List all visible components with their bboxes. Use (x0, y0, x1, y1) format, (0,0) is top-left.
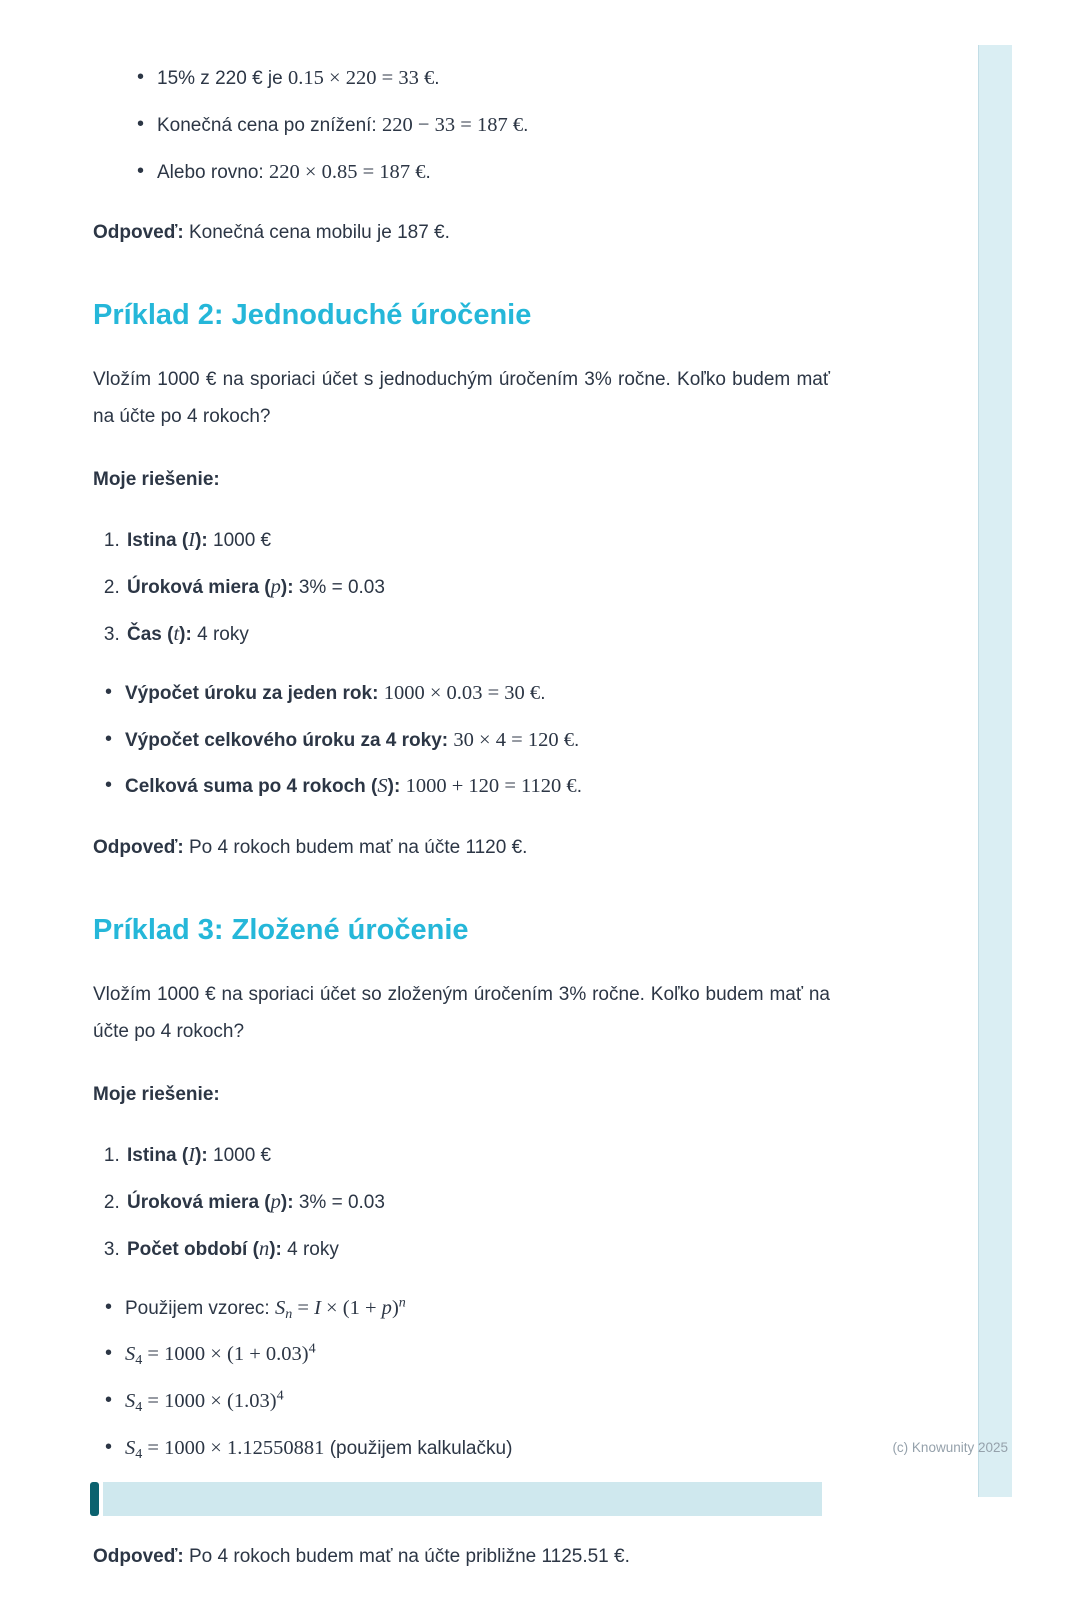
quote-block-start (90, 1482, 832, 1516)
text-segment: p (270, 1190, 281, 1213)
text-segment: Odpoveď: (93, 1545, 184, 1567)
paragraph (93, 1076, 830, 1113)
document-content (93, 36, 830, 1601)
list-item (125, 724, 830, 757)
text-segment: 4 (135, 1352, 143, 1369)
text-segment: . (576, 776, 582, 798)
list-item (125, 1233, 830, 1266)
bullet-list (93, 677, 830, 803)
text-segment: 15% z 220 € je (157, 68, 288, 89)
list-item (157, 62, 830, 95)
list-item (125, 1186, 830, 1219)
text-segment: Vložím 1000 € na sporiaci účet so zloženým úročením 3% ročne. Koľko budem mať na účte po 4 rokoch? (93, 983, 830, 1042)
text-segment: 4 roky (281, 1238, 339, 1260)
list-item (125, 1139, 830, 1172)
text-segment: . (523, 114, 529, 136)
scrollbar-track[interactable] (978, 45, 1012, 1497)
text-segment: p (381, 1296, 392, 1319)
text-segment: (použijem kalkulačku) (324, 1437, 513, 1459)
text-segment: Konečná cena po znížení: (157, 114, 382, 136)
text-segment: 4 (135, 1445, 143, 1462)
text-segment: n (285, 1305, 293, 1322)
text-segment: 220 − 33 = 187 € (382, 113, 524, 136)
text-segment: 220 × 0.85 = 187 € (268, 160, 426, 183)
text-segment: . (540, 682, 546, 704)
text-segment: I (188, 529, 196, 552)
paragraph (93, 976, 830, 1050)
text-segment: = 1000 × (1 + 0.03) (142, 1343, 309, 1366)
text-segment: ): (269, 1238, 282, 1260)
list-item (125, 770, 830, 803)
text-segment: 1000 € (207, 1145, 272, 1167)
text-segment: 30 × 4 = 120 € (453, 728, 574, 751)
text-segment: 4 (308, 1340, 316, 1357)
list-item (157, 109, 830, 142)
bullet-list (93, 1292, 830, 1512)
text-segment: Po 4 rokoch budem mať na účte 1120 €. (183, 837, 528, 859)
text-segment: S (125, 1390, 136, 1413)
text-segment: ): (179, 623, 192, 645)
text-segment: Čas ( (127, 623, 174, 645)
text-segment: Úroková miera ( (127, 1191, 271, 1213)
text-segment: Výpočet celkového úroku za 4 roky: (125, 729, 449, 751)
text-segment: ): (387, 776, 401, 798)
text-segment: n (398, 1293, 406, 1310)
text-segment: Výpočet úroku za jeden rok: (125, 682, 379, 704)
text-segment: 4 roky (191, 623, 249, 645)
numbered-list (93, 524, 830, 650)
text-segment: Vložím 1000 € na sporiaci účet s jednoduchým úročením 3% ročne. Koľko budem mať na účte po 4 rokoch? (93, 369, 830, 428)
list-item (125, 1432, 830, 1465)
list-item (125, 677, 830, 710)
text-segment: Odpoveď: (93, 837, 184, 859)
text-segment: Počet období ( (127, 1238, 259, 1260)
text-segment: Istina ( (127, 1145, 189, 1167)
list-item (125, 618, 830, 651)
text-segment: × (1 + (320, 1296, 382, 1319)
text-segment: p (270, 576, 281, 599)
paragraph (93, 361, 830, 435)
paragraph (93, 1538, 830, 1575)
list-item (125, 571, 830, 604)
text-segment: ): (280, 577, 294, 599)
text-segment: ): (195, 530, 208, 552)
text-segment: Moje riešenie: (93, 469, 220, 491)
quote-background-bar (103, 1482, 822, 1516)
paragraph (93, 461, 830, 498)
text-segment: ): (195, 1145, 208, 1167)
text-segment: Celková suma po 4 rokoch ( (125, 776, 378, 798)
text-segment: S (125, 1436, 136, 1459)
text-segment: . (434, 68, 440, 89)
section-heading: Príklad 3: Zložené úročenie (93, 914, 469, 947)
paragraph (93, 829, 830, 866)
text-segment: ): (280, 1191, 294, 1213)
text-segment: = 1000 × (1.03) (142, 1390, 277, 1413)
text-segment: Odpoveď: (93, 222, 184, 244)
text-segment: t (173, 622, 180, 645)
text-segment: . (425, 161, 431, 183)
text-segment: S (125, 1343, 136, 1366)
text-segment: 3% = 0.03 (293, 1191, 385, 1213)
footer-credit: (c) Knowunity 2025 (892, 1440, 1008, 1455)
quote-accent-bar (90, 1482, 99, 1516)
text-segment: 1000 € (207, 530, 272, 552)
text-segment: = 1000 × 1.12550881 (142, 1436, 325, 1459)
text-segment: Moje riešenie: (93, 1084, 220, 1106)
text-segment: n (258, 1237, 270, 1260)
list-item (125, 1292, 830, 1325)
text-segment: 4 (135, 1399, 143, 1416)
paragraph (93, 214, 830, 251)
list-item (125, 1385, 830, 1418)
text-segment: 0.15 × 220 = 33 € (287, 67, 435, 89)
section-heading: Príklad 2: Jednoduché úročenie (93, 299, 532, 332)
text-segment: Po 4 rokoch budem mať na účte približne 1125.51 €. (183, 1545, 630, 1567)
list-item (157, 156, 830, 189)
text-segment: I (188, 1144, 196, 1167)
text-segment: Istina ( (127, 530, 189, 552)
text-segment: Konečná cena mobilu je 187 €. (183, 222, 450, 244)
bullet-list (93, 62, 830, 188)
text-segment: ) (391, 1296, 399, 1319)
text-segment: = (292, 1296, 315, 1319)
text-segment: 4 (276, 1387, 284, 1404)
text-segment: 1000 + 120 = 1120 € (405, 775, 577, 798)
text-segment: Úroková miera ( (127, 577, 271, 599)
text-segment: S (274, 1296, 286, 1319)
numbered-list (93, 1139, 830, 1265)
text-segment: . (574, 729, 580, 751)
text-segment: Použijem vzorec: (125, 1297, 275, 1319)
text-segment: Alebo rovno: (157, 161, 269, 183)
text-segment: 3% = 0.03 (293, 577, 385, 599)
list-item (125, 524, 830, 557)
text-segment: 1000 × 0.03 = 30 € (383, 681, 541, 704)
text-segment: S (377, 775, 388, 798)
list-item (125, 1338, 830, 1371)
text-segment: I (314, 1296, 321, 1319)
